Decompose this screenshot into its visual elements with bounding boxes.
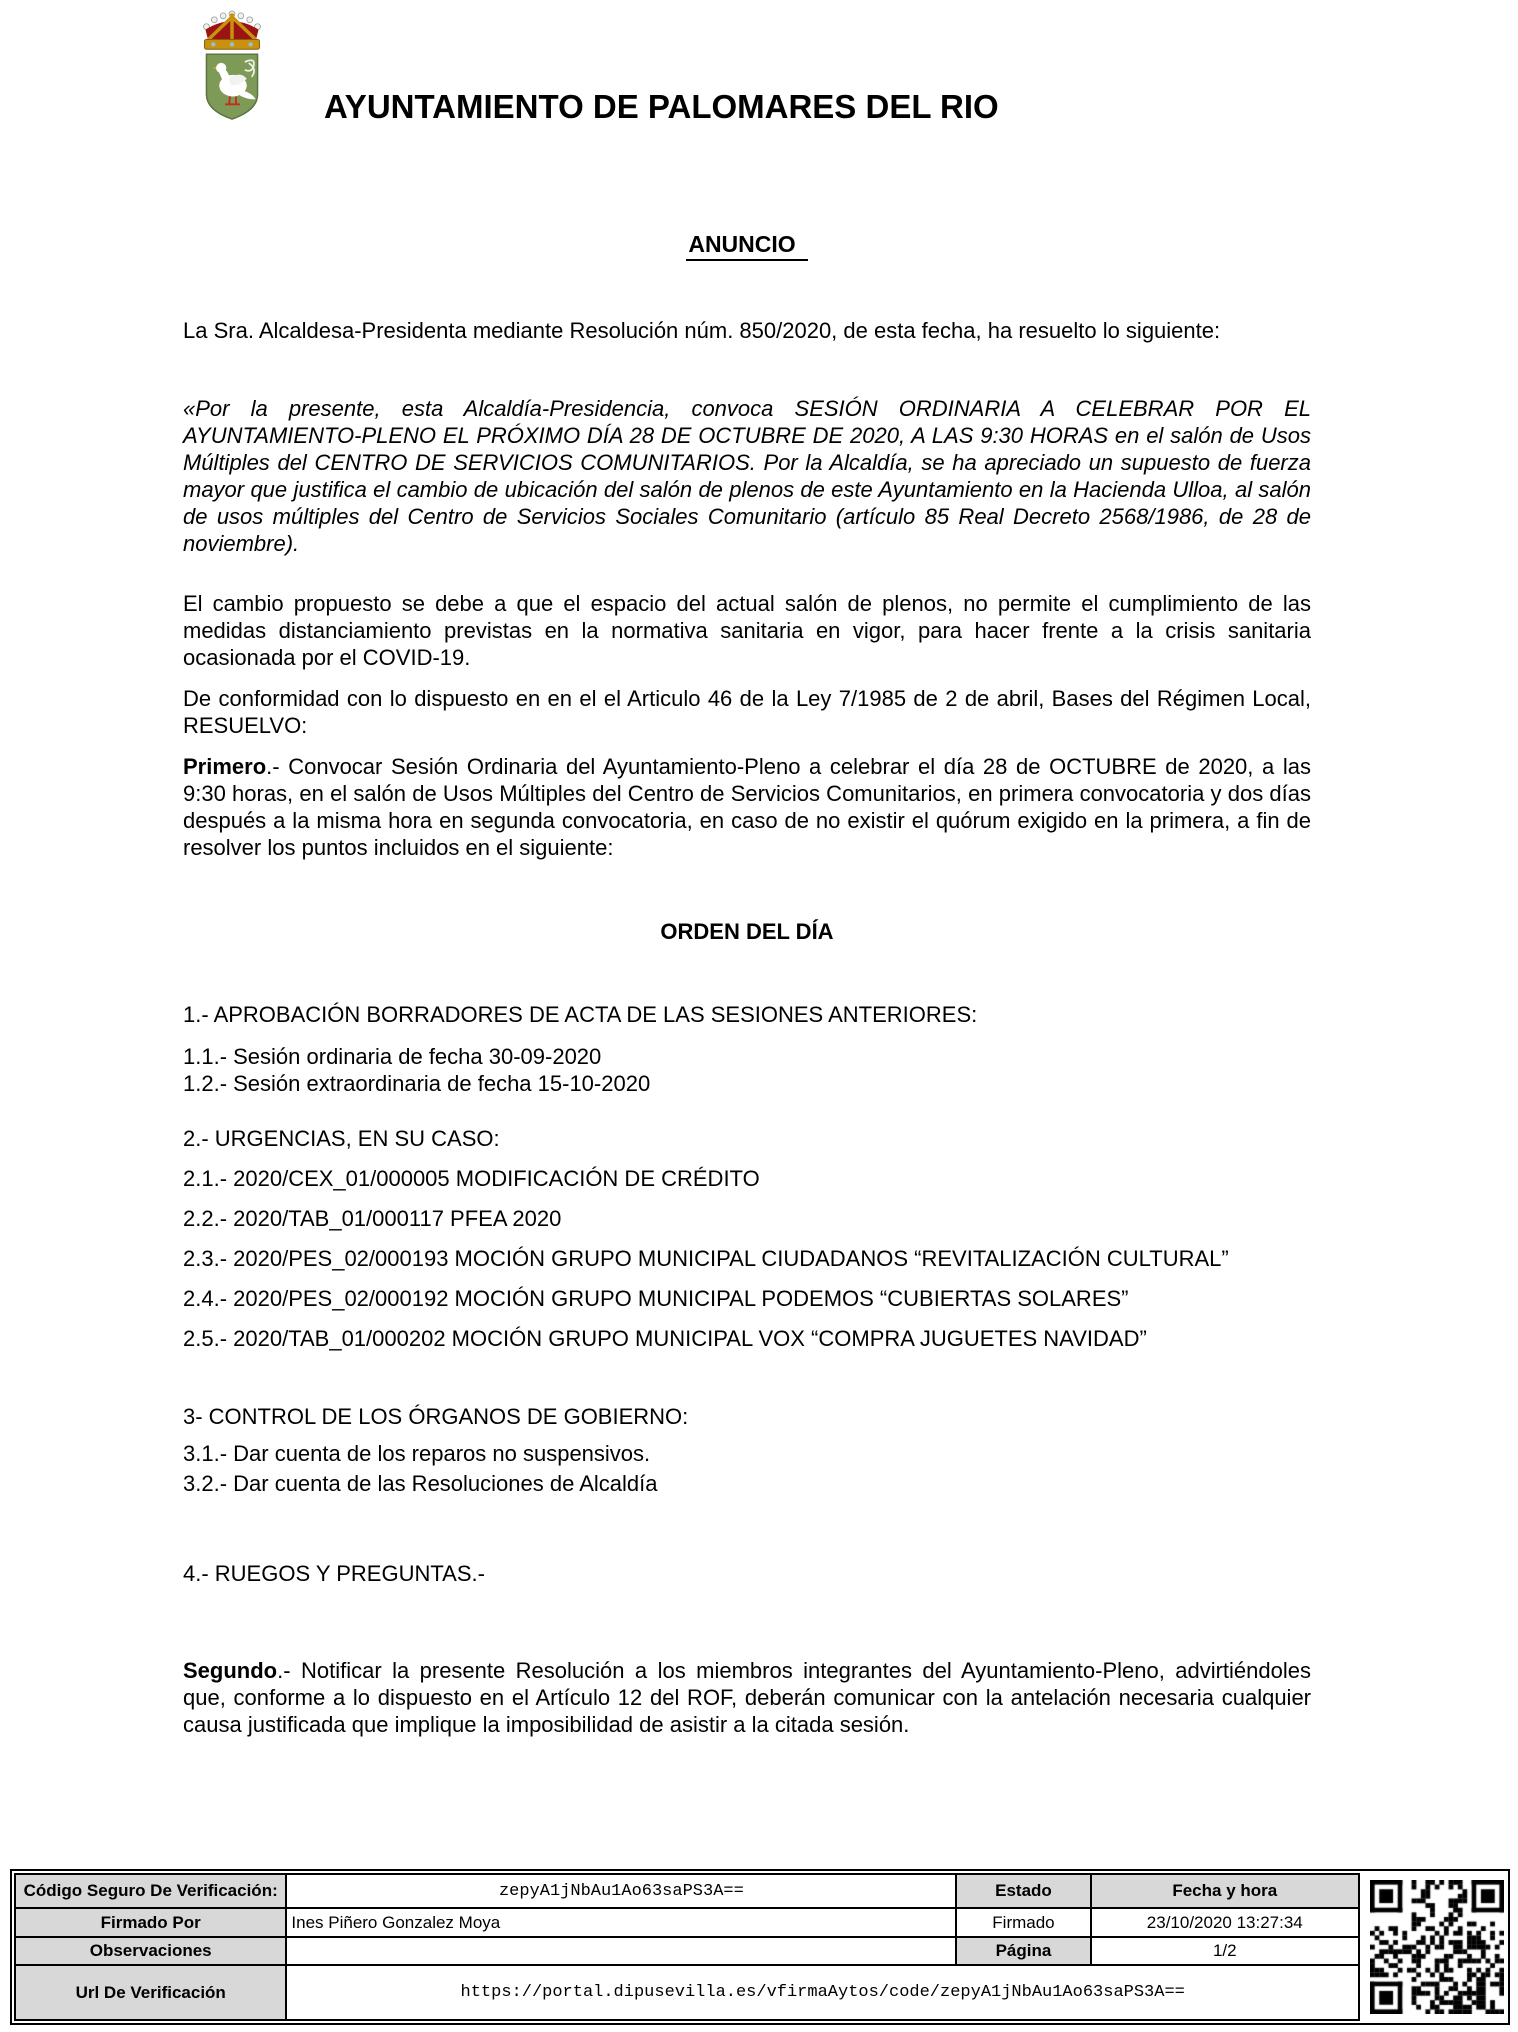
url-label: Url De Verificación [15, 1965, 286, 2020]
agenda-heading-1: 1.- APROBACIÓN BORRADORES DE ACTA DE LAS SESIONES ANTERIORES: [183, 1002, 978, 1027]
resolution-quote-paragraph: «Por la presente, esta Alcaldía-Presidencia, convoca SESIÓN ORDINARIA A CELEBRAR POR EL AYUNTAMIENTO-PLENO EL PRÓXIMO DÍA 28 DE OCTUBRE DE 2020, A LAS 9:30 HORAS en el salón de Usos Múltiples del CENTRO DE SERVICIOS COMUNITARIOS. Por la Alcaldía, se ha apreciado un supuesto de fuerza mayor que justifica el cambio de ubicación del salón de plenos de este Ayuntamiento en la Hacienda Ulloa, al salón de usos múltiples del Centro de Servicios Sociales Comunitario (artículo 85 Real Decreto 2568/1986, de 28 de noviembre). [183, 396, 1311, 556]
observaciones-label: Observaciones [15, 1937, 286, 1965]
document-body [183, 0, 1311, 2032]
agenda-item: 1.1.- Sesión ordinaria de fecha 30-09-2020 [183, 1044, 602, 1069]
pagina-label: Página [956, 1937, 1090, 1965]
agenda-item: 2.5.- 2020/TAB_01/000202 MOCIÓN GRUPO MUNICIPAL VOX “COMPRA JUGUETES NAVIDAD” [183, 1326, 1147, 1351]
csv-label: Código Seguro De Verificación: [15, 1874, 286, 1908]
url-value: https://portal.dipusevilla.es/vfirmaAytos/code/zepyA1jNbAu1Ao63saPS3A== [286, 1965, 1359, 2020]
primero-text: .- Convocar Sesión Ordinaria del Ayuntamiento-Pleno a celebrar el día 28 de OCTUBRE de 2020, a las 9:30 horas, en el salón de Usos Múltiples del Centro de Servicios Comunitarios, en primera convocatoria y dos días después a la misma hora en segunda convocatoria, en caso de no existir el quórum exigido en la primera, a fin de resolver los puntos incluidos en el siguiente: [183, 754, 1311, 860]
qr-code [1370, 1880, 1504, 2014]
agenda-heading-4: 4.- RUEGOS Y PREGUNTAS.- [183, 1561, 485, 1586]
agenda-item: 2.2.- 2020/TAB_01/000117 PFEA 2020 [183, 1206, 562, 1231]
agenda-heading-2: 2.- URGENCIAS, EN SU CASO: [183, 1126, 500, 1151]
fecha-value: 23/10/2020 13:27:34 [1091, 1908, 1359, 1936]
verification-table [14, 1873, 1360, 2021]
agenda-item: 3.2.- Dar cuenta de las Resoluciones de Alcaldía [183, 1471, 658, 1496]
paragraph-cambio: El cambio propuesto se debe a que el espacio del actual salón de plenos, no permite el cumplimiento de las medidas distanciamiento previstas en la normativa sanitaria en vigor, para hacer frente a la crisis sanitaria ocasionada por el COVID-19. [183, 591, 1311, 670]
agenda-item: 1.2.- Sesión extraordinaria de fecha 15-10-2020 [183, 1071, 651, 1096]
segundo-lead: Segundo [183, 1658, 278, 1683]
intro-paragraph: La Sra. Alcaldesa-Presidenta mediante Resolución núm. 850/2020, de esta fecha, ha resuelto lo siguiente: [183, 318, 1221, 343]
paragraph-segundo [183, 1657, 1311, 1738]
estado-value: Firmado [956, 1908, 1090, 1936]
agenda-item: 2.4.- 2020/PES_02/000192 MOCIÓN GRUPO MUNICIPAL PODEMOS “CUBIERTAS SOLARES” [183, 1286, 1129, 1311]
firmado-por-value: Ines Piñero Gonzalez Moya [286, 1908, 956, 1936]
paragraph-primero [183, 753, 1311, 861]
pagina-value: 1/2 [1091, 1937, 1359, 1965]
csv-value: zepyA1jNbAu1Ao63saPS3A== [286, 1874, 956, 1908]
signature-footer [10, 1869, 1510, 2025]
fecha-label: Fecha y hora [1091, 1874, 1359, 1908]
agenda-item: 3.1.- Dar cuenta de los reparos no suspensivos. [183, 1441, 651, 1466]
document-heading: ANUNCIO [686, 231, 807, 261]
org-title: AYUNTAMIENTO DE PALOMARES DEL RIO [324, 88, 999, 125]
observaciones-value [286, 1937, 956, 1965]
agenda-item: 2.1.- 2020/CEX_01/000005 MODIFICACIÓN DE CRÉDITO [183, 1166, 760, 1191]
estado-label: Estado [956, 1874, 1090, 1908]
segundo-text: .- Notificar la presente Resolución a los miembros integrantes del Ayuntamiento-Pleno, advirtiéndoles que, conforme a lo dispuesto en el Artículo 12 del ROF, deberán comunicar con la antelación necesaria cualquier causa justificada que implique la imposibilidad de asistir a la citada sesión. [183, 1658, 1311, 1737]
agenda-heading-3: 3- CONTROL DE LOS ÓRGANOS DE GOBIERNO: [183, 1404, 689, 1429]
firmado-por-label: Firmado Por [15, 1908, 286, 1936]
primero-lead: Primero [183, 754, 267, 779]
agenda-item: 2.3.- 2020/PES_02/000193 MOCIÓN GRUPO MUNICIPAL CIUDADANOS “REVITALIZACIÓN CULTURAL” [183, 1246, 1229, 1271]
paragraph-conformidad: De conformidad con lo dispuesto en en el el Articulo 46 de la Ley 7/1985 de 2 de abril, Bases del Régimen Local, RESUELVO: [183, 686, 1311, 738]
orden-del-dia-heading: ORDEN DEL DÍA [660, 919, 834, 944]
